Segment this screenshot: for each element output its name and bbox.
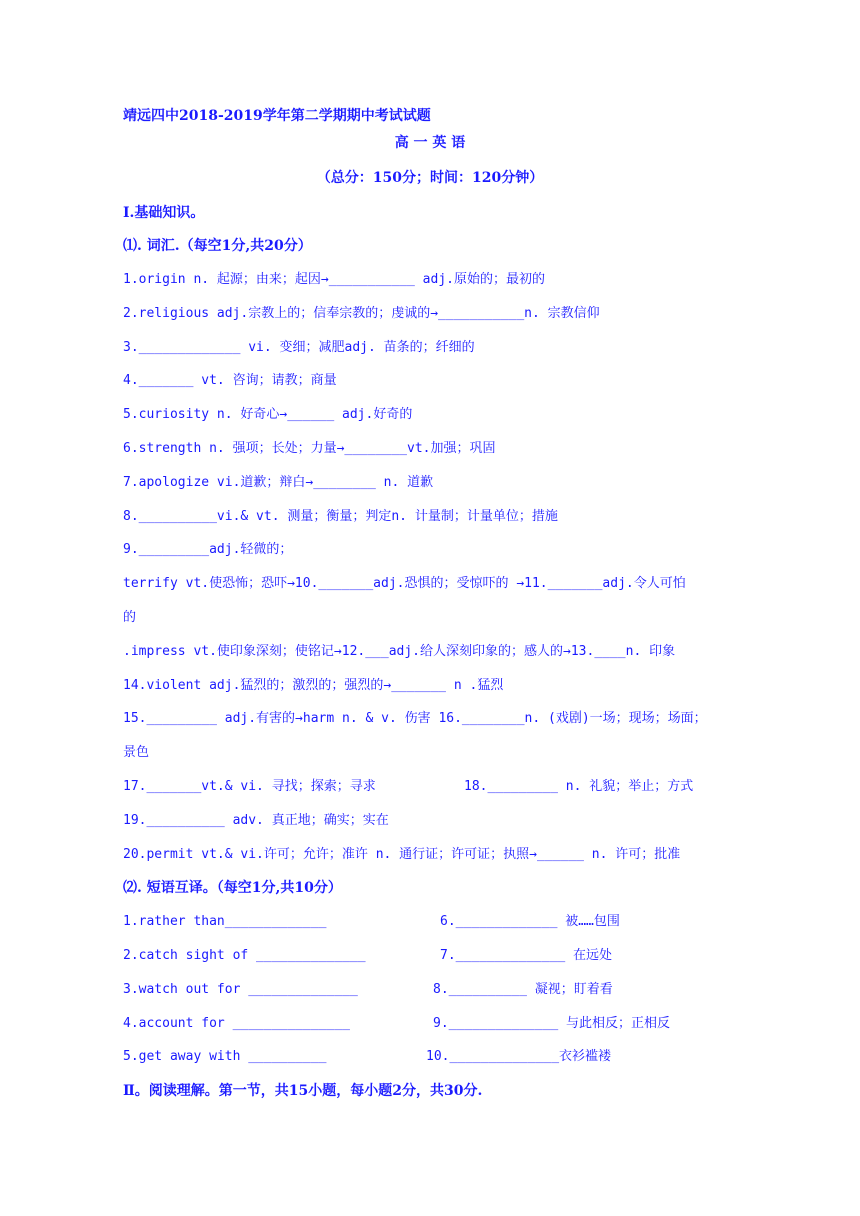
phrase-title: ⑵. 短语互译。（每空1分,共10分） [123, 880, 342, 896]
phrase-item: 9.______________ 与此相反；正相反 [433, 1016, 671, 1031]
vocab-item: 20.permit vt.& vi.许可；允许；准许 n. 通行证；许可证；执照→______ n. 许可；批准 [123, 847, 681, 862]
phrase-item: 6._____________ 被……包围 [440, 914, 620, 929]
vocab-item: 14.violent adj.猛烈的；激烈的；强烈的→_______ n .猛烈 [123, 678, 504, 693]
exam-info: （总分：150分；时间：120分钟） [316, 170, 544, 186]
vocab-item: 8.__________vi.& vt. 测量；衡量；判定n. 计量制；计量单位；措施 [123, 509, 558, 524]
vocab-item: 3._____________ vi. 变细；减肥adj. 苗条的；纤细的 [123, 340, 475, 355]
phrase-item: 1.rather than_____________ [123, 914, 327, 929]
vocab-item: 2.religious adj.宗教上的；信奉宗教的；虔诚的→___________n. 宗教信仰 [123, 306, 600, 321]
phrase-item: 3.watch out for ______________ [123, 982, 358, 997]
vocab-item: terrify vt.使恐怖；恐吓→10._______adj.恐惧的；受惊吓的 →11._______adj.令人可怕 [123, 576, 686, 591]
subject-title: 高 一 英 语 [394, 135, 466, 151]
vocab-item: 15._________ adj.有害的→harm n. & v. 伤害 16.________n. (戏剧)一场；现场；场面； [123, 711, 707, 726]
school-title: 靖远四中2018-2019学年第二学期期中考试试题 [123, 108, 431, 124]
vocab-item: .impress vt.使印象深刻；使铭记→12.___adj.给人深刻印象的；感人的→13.____n. 印象 [123, 644, 676, 659]
vocab-item: 的 [123, 610, 137, 625]
vocab-item: 6.strength n. 强项；长处；力量→________vt.加强；巩固 [123, 441, 496, 456]
phrase-item: 10.______________衣衫褴褛 [426, 1049, 612, 1064]
vocab-item: 1.origin n. 起源；由来；起因→___________ adj.原始的；最初的 [123, 272, 545, 287]
phrase-item: 4.account for _______________ [123, 1016, 350, 1031]
vocab-item: 18._________ n. 礼貌；举止；方式 [464, 779, 694, 794]
vocab-item: 7.apologize vi.道歉；辩白→________ n. 道歉 [123, 475, 434, 490]
phrase-item: 2.catch sight of ______________ [123, 948, 366, 963]
phrase-item: 5.get away with __________ [123, 1049, 327, 1064]
vocab-item: 19.__________ adv. 真正地；确实；实在 [123, 813, 389, 828]
vocab-item: 17._______vt.& vi. 寻找；探索；寻求 [123, 779, 376, 794]
vocab-title: ⑴. 词汇.（每空1分,共20分） [123, 238, 312, 254]
section2-title: Ⅱ。阅读理解。第一节，共15小题，每小题2分，共30分. [123, 1083, 483, 1099]
phrase-item: 8.__________ 凝视；盯着看 [433, 982, 613, 997]
section1-title: Ⅰ.基础知识。 [123, 205, 205, 221]
vocab-item: 5.curiosity n. 好奇心→______ adj.好奇的 [123, 407, 413, 422]
phrase-item: 7.______________ 在远处 [440, 948, 613, 963]
vocab-item: 4._______ vt. 咨询；请教；商量 [123, 373, 337, 388]
vocab-item: 景色 [123, 745, 150, 760]
vocab-item: 9._________adj.轻微的； [123, 542, 293, 557]
